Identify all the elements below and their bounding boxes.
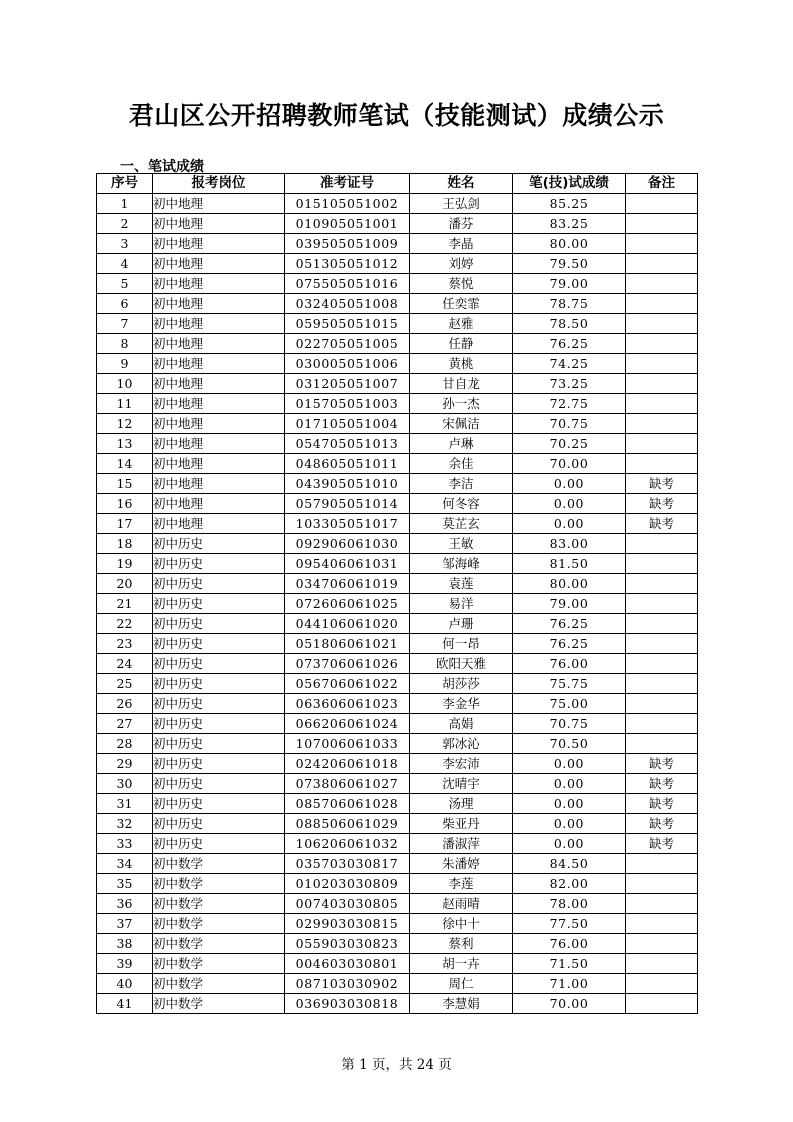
name-cell: 沈晴宇 <box>410 774 513 794</box>
score-cell: 76.25 <box>513 614 626 634</box>
position-cell: 初中地理 <box>153 494 285 514</box>
table-row <box>97 854 698 874</box>
row-number: 27 <box>97 714 153 734</box>
position-cell: 初中地理 <box>153 314 285 334</box>
note-cell <box>626 894 698 914</box>
name-cell: 李洁 <box>410 474 513 494</box>
row-number: 30 <box>97 774 153 794</box>
header-score: 笔(技)试成绩 <box>513 174 626 194</box>
score-cell: 0.00 <box>513 494 626 514</box>
position-cell: 初中数学 <box>153 954 285 974</box>
score-cell: 75.75 <box>513 674 626 694</box>
row-number: 34 <box>97 854 153 874</box>
table-row <box>97 334 698 354</box>
position-cell: 初中数学 <box>153 974 285 994</box>
position-cell: 初中历史 <box>153 794 285 814</box>
note-cell <box>626 314 698 334</box>
score-cell: 78.50 <box>513 314 626 334</box>
exam-id-cell: 048605051011 <box>285 454 410 474</box>
note-cell: 缺考 <box>626 754 698 774</box>
position-cell: 初中数学 <box>153 994 285 1014</box>
exam-id-cell: 044106061020 <box>285 614 410 634</box>
row-number: 21 <box>97 594 153 614</box>
exam-id-cell: 039505051009 <box>285 234 410 254</box>
row-number: 20 <box>97 574 153 594</box>
exam-id-cell: 015105051002 <box>285 194 410 214</box>
table-row <box>97 994 698 1014</box>
row-number: 39 <box>97 954 153 974</box>
position-cell: 初中历史 <box>153 554 285 574</box>
row-number: 15 <box>97 474 153 494</box>
name-cell: 黄桃 <box>410 354 513 374</box>
score-cell: 81.50 <box>513 554 626 574</box>
table-row <box>97 634 698 654</box>
note-cell: 缺考 <box>626 814 698 834</box>
score-cell: 80.00 <box>513 234 626 254</box>
score-cell: 85.25 <box>513 194 626 214</box>
table-row <box>97 434 698 454</box>
exam-id-cell: 022705051005 <box>285 334 410 354</box>
exam-id-cell: 057905051014 <box>285 494 410 514</box>
table-row <box>97 694 698 714</box>
name-cell: 胡莎莎 <box>410 674 513 694</box>
exam-id-cell: 024206061018 <box>285 754 410 774</box>
exam-id-cell: 075505051016 <box>285 274 410 294</box>
score-cell: 73.25 <box>513 374 626 394</box>
name-cell: 李慧娟 <box>410 994 513 1014</box>
note-cell <box>626 254 698 274</box>
table-row <box>97 794 698 814</box>
position-cell: 初中历史 <box>153 694 285 714</box>
table-row <box>97 414 698 434</box>
score-cell: 76.00 <box>513 934 626 954</box>
note-cell: 缺考 <box>626 494 698 514</box>
note-cell <box>626 574 698 594</box>
name-cell: 余佳 <box>410 454 513 474</box>
section-heading: 一、笔试成绩 <box>120 159 204 175</box>
note-cell <box>626 414 698 434</box>
name-cell: 何一昂 <box>410 634 513 654</box>
name-cell: 胡一卉 <box>410 954 513 974</box>
score-cell: 84.50 <box>513 854 626 874</box>
score-cell: 70.50 <box>513 734 626 754</box>
position-cell: 初中地理 <box>153 474 285 494</box>
row-number: 24 <box>97 654 153 674</box>
name-cell: 高娟 <box>410 714 513 734</box>
name-cell: 蔡悦 <box>410 274 513 294</box>
position-cell: 初中历史 <box>153 634 285 654</box>
name-cell: 李莲 <box>410 874 513 894</box>
score-cell: 0.00 <box>513 774 626 794</box>
exam-id-cell: 087103030902 <box>285 974 410 994</box>
score-cell: 79.50 <box>513 254 626 274</box>
table-body <box>97 194 698 1014</box>
position-cell: 初中历史 <box>153 774 285 794</box>
row-number: 14 <box>97 454 153 474</box>
table-row <box>97 374 698 394</box>
row-number: 13 <box>97 434 153 454</box>
table-row <box>97 954 698 974</box>
exam-id-cell: 073806061027 <box>285 774 410 794</box>
exam-id-cell: 072606061025 <box>285 594 410 614</box>
note-cell <box>626 914 698 934</box>
exam-id-cell: 051305051012 <box>285 254 410 274</box>
note-cell <box>626 874 698 894</box>
note-cell: 缺考 <box>626 774 698 794</box>
score-cell: 0.00 <box>513 514 626 534</box>
score-cell: 0.00 <box>513 814 626 834</box>
note-cell <box>626 634 698 654</box>
table-row <box>97 454 698 474</box>
position-cell: 初中地理 <box>153 454 285 474</box>
position-cell: 初中数学 <box>153 874 285 894</box>
position-cell: 初中历史 <box>153 734 285 754</box>
exam-id-cell: 106206061032 <box>285 834 410 854</box>
row-number: 11 <box>97 394 153 414</box>
header-note: 备注 <box>626 174 698 194</box>
name-cell: 袁莲 <box>410 574 513 594</box>
exam-id-cell: 055903030823 <box>285 934 410 954</box>
row-number: 18 <box>97 534 153 554</box>
exam-id-cell: 051806061021 <box>285 634 410 654</box>
position-cell: 初中地理 <box>153 234 285 254</box>
row-number: 28 <box>97 734 153 754</box>
table-row <box>97 294 698 314</box>
note-cell <box>626 434 698 454</box>
row-number: 37 <box>97 914 153 934</box>
score-cell: 70.25 <box>513 434 626 454</box>
position-cell: 初中地理 <box>153 194 285 214</box>
table-row <box>97 314 698 334</box>
row-number: 29 <box>97 754 153 774</box>
score-cell: 78.75 <box>513 294 626 314</box>
name-cell: 甘自龙 <box>410 374 513 394</box>
note-cell <box>626 654 698 674</box>
row-number: 22 <box>97 614 153 634</box>
note-cell <box>626 614 698 634</box>
note-cell: 缺考 <box>626 514 698 534</box>
scores-table <box>96 173 698 1014</box>
exam-id-cell: 088506061029 <box>285 814 410 834</box>
position-cell: 初中地理 <box>153 214 285 234</box>
table-row <box>97 734 698 754</box>
score-cell: 82.00 <box>513 874 626 894</box>
row-number: 40 <box>97 974 153 994</box>
note-cell <box>626 454 698 474</box>
note-cell: 缺考 <box>626 834 698 854</box>
position-cell: 初中历史 <box>153 754 285 774</box>
name-cell: 李金华 <box>410 694 513 714</box>
name-cell: 任奕霏 <box>410 294 513 314</box>
score-cell: 77.50 <box>513 914 626 934</box>
exam-id-cell: 029903030815 <box>285 914 410 934</box>
note-cell: 缺考 <box>626 474 698 494</box>
row-number: 16 <box>97 494 153 514</box>
position-cell: 初中地理 <box>153 394 285 414</box>
table-row <box>97 874 698 894</box>
name-cell: 王敏 <box>410 534 513 554</box>
exam-id-cell: 066206061024 <box>285 714 410 734</box>
position-cell: 初中数学 <box>153 854 285 874</box>
name-cell: 周仁 <box>410 974 513 994</box>
name-cell: 汤理 <box>410 794 513 814</box>
exam-id-cell: 073706061026 <box>285 654 410 674</box>
name-cell: 卢珊 <box>410 614 513 634</box>
position-cell: 初中数学 <box>153 934 285 954</box>
exam-id-cell: 092906061030 <box>285 534 410 554</box>
score-cell: 83.00 <box>513 534 626 554</box>
note-cell <box>626 194 698 214</box>
table-row <box>97 834 698 854</box>
row-number: 31 <box>97 794 153 814</box>
row-number: 17 <box>97 514 153 534</box>
table-row <box>97 654 698 674</box>
score-cell: 0.00 <box>513 474 626 494</box>
table-row <box>97 814 698 834</box>
position-cell: 初中地理 <box>153 354 285 374</box>
row-number: 12 <box>97 414 153 434</box>
score-cell: 70.00 <box>513 454 626 474</box>
table-row <box>97 514 698 534</box>
position-cell: 初中地理 <box>153 294 285 314</box>
name-cell: 赵雨晴 <box>410 894 513 914</box>
name-cell: 卢琳 <box>410 434 513 454</box>
position-cell: 初中地理 <box>153 434 285 454</box>
header-name: 姓名 <box>410 174 513 194</box>
score-cell: 70.00 <box>513 994 626 1014</box>
row-number: 32 <box>97 814 153 834</box>
exam-id-cell: 004603030801 <box>285 954 410 974</box>
table-row <box>97 494 698 514</box>
note-cell <box>626 954 698 974</box>
note-cell <box>626 974 698 994</box>
score-cell: 0.00 <box>513 754 626 774</box>
name-cell: 欧阳天雅 <box>410 654 513 674</box>
note-cell <box>626 854 698 874</box>
table-row <box>97 354 698 374</box>
table-row <box>97 914 698 934</box>
exam-id-cell: 035703030817 <box>285 854 410 874</box>
position-cell: 初中地理 <box>153 274 285 294</box>
table-row <box>97 214 698 234</box>
row-number: 6 <box>97 294 153 314</box>
name-cell: 宋佩洁 <box>410 414 513 434</box>
header-exam-id: 准考证号 <box>285 174 410 194</box>
name-cell: 邹海峰 <box>410 554 513 574</box>
exam-id-cell: 107006061033 <box>285 734 410 754</box>
name-cell: 柴亚丹 <box>410 814 513 834</box>
position-cell: 初中地理 <box>153 254 285 274</box>
table-row <box>97 194 698 214</box>
row-number: 38 <box>97 934 153 954</box>
note-cell: 缺考 <box>626 794 698 814</box>
row-number: 3 <box>97 234 153 254</box>
position-cell: 初中历史 <box>153 614 285 634</box>
exam-id-cell: 103305051017 <box>285 514 410 534</box>
score-cell: 79.00 <box>513 274 626 294</box>
table-row <box>97 614 698 634</box>
score-cell: 75.00 <box>513 694 626 714</box>
table-row <box>97 894 698 914</box>
row-number: 7 <box>97 314 153 334</box>
note-cell <box>626 934 698 954</box>
note-cell <box>626 294 698 314</box>
exam-id-cell: 034706061019 <box>285 574 410 594</box>
position-cell: 初中历史 <box>153 674 285 694</box>
table-row <box>97 594 698 614</box>
row-number: 26 <box>97 694 153 714</box>
table-row <box>97 714 698 734</box>
name-cell: 刘婷 <box>410 254 513 274</box>
header-no: 序号 <box>97 174 153 194</box>
row-number: 23 <box>97 634 153 654</box>
table-row <box>97 674 698 694</box>
score-cell: 83.25 <box>513 214 626 234</box>
table-row <box>97 474 698 494</box>
score-cell: 74.25 <box>513 354 626 374</box>
exam-id-cell: 017105051004 <box>285 414 410 434</box>
page-footer: 第 1 页，共 24 页 <box>341 1057 452 1073</box>
note-cell <box>626 354 698 374</box>
exam-id-cell: 085706061028 <box>285 794 410 814</box>
note-cell <box>626 374 698 394</box>
score-cell: 70.75 <box>513 414 626 434</box>
table-row <box>97 774 698 794</box>
position-cell: 初中历史 <box>153 574 285 594</box>
exam-id-cell: 043905051010 <box>285 474 410 494</box>
score-cell: 72.75 <box>513 394 626 414</box>
name-cell: 任静 <box>410 334 513 354</box>
exam-id-cell: 036903030818 <box>285 994 410 1014</box>
name-cell: 朱潘婷 <box>410 854 513 874</box>
row-number: 1 <box>97 194 153 214</box>
score-cell: 79.00 <box>513 594 626 614</box>
name-cell: 何冬容 <box>410 494 513 514</box>
table-row <box>97 394 698 414</box>
exam-id-cell: 059505051015 <box>285 314 410 334</box>
note-cell <box>626 334 698 354</box>
table-row <box>97 274 698 294</box>
position-cell: 初中地理 <box>153 374 285 394</box>
exam-id-cell: 007403030805 <box>285 894 410 914</box>
exam-id-cell: 054705051013 <box>285 434 410 454</box>
score-cell: 71.50 <box>513 954 626 974</box>
note-cell <box>626 714 698 734</box>
row-number: 4 <box>97 254 153 274</box>
position-cell: 初中数学 <box>153 914 285 934</box>
table-row <box>97 254 698 274</box>
position-cell: 初中地理 <box>153 414 285 434</box>
row-number: 19 <box>97 554 153 574</box>
name-cell: 李宏沛 <box>410 754 513 774</box>
table-row <box>97 974 698 994</box>
row-number: 10 <box>97 374 153 394</box>
table-row <box>97 534 698 554</box>
name-cell: 李晶 <box>410 234 513 254</box>
score-cell: 76.25 <box>513 634 626 654</box>
note-cell <box>626 554 698 574</box>
row-number: 5 <box>97 274 153 294</box>
row-number: 2 <box>97 214 153 234</box>
table-row <box>97 234 698 254</box>
exam-id-cell: 095406061031 <box>285 554 410 574</box>
row-number: 8 <box>97 334 153 354</box>
note-cell <box>626 214 698 234</box>
row-number: 35 <box>97 874 153 894</box>
row-number: 36 <box>97 894 153 914</box>
name-cell: 蔡利 <box>410 934 513 954</box>
score-cell: 76.25 <box>513 334 626 354</box>
row-number: 33 <box>97 834 153 854</box>
position-cell: 初中地理 <box>153 334 285 354</box>
exam-id-cell: 015705051003 <box>285 394 410 414</box>
note-cell <box>626 694 698 714</box>
position-cell: 初中数学 <box>153 894 285 914</box>
position-cell: 初中历史 <box>153 654 285 674</box>
note-cell <box>626 594 698 614</box>
position-cell: 初中地理 <box>153 514 285 534</box>
score-cell: 71.00 <box>513 974 626 994</box>
note-cell <box>626 534 698 554</box>
name-cell: 莫芷玄 <box>410 514 513 534</box>
position-cell: 初中历史 <box>153 594 285 614</box>
note-cell <box>626 734 698 754</box>
exam-id-cell: 056706061022 <box>285 674 410 694</box>
row-number: 9 <box>97 354 153 374</box>
header-position: 报考岗位 <box>153 174 285 194</box>
name-cell: 潘淑萍 <box>410 834 513 854</box>
position-cell: 初中历史 <box>153 834 285 854</box>
score-cell: 70.75 <box>513 714 626 734</box>
note-cell <box>626 994 698 1014</box>
row-number: 25 <box>97 674 153 694</box>
note-cell <box>626 674 698 694</box>
note-cell <box>626 234 698 254</box>
note-cell <box>626 394 698 414</box>
name-cell: 潘芬 <box>410 214 513 234</box>
name-cell: 郭冰沁 <box>410 734 513 754</box>
exam-id-cell: 010203030809 <box>285 874 410 894</box>
row-number: 41 <box>97 994 153 1014</box>
score-cell: 0.00 <box>513 794 626 814</box>
name-cell: 赵雅 <box>410 314 513 334</box>
table-row <box>97 754 698 774</box>
score-cell: 80.00 <box>513 574 626 594</box>
exam-id-cell: 063606061023 <box>285 694 410 714</box>
name-cell: 孙一杰 <box>410 394 513 414</box>
table-row <box>97 574 698 594</box>
position-cell: 初中历史 <box>153 714 285 734</box>
exam-id-cell: 031205051007 <box>285 374 410 394</box>
name-cell: 徐中十 <box>410 914 513 934</box>
exam-id-cell: 032405051008 <box>285 294 410 314</box>
name-cell: 易洋 <box>410 594 513 614</box>
name-cell: 王弘剑 <box>410 194 513 214</box>
note-cell <box>626 274 698 294</box>
position-cell: 初中历史 <box>153 534 285 554</box>
table-header-row <box>97 174 698 194</box>
position-cell: 初中历史 <box>153 814 285 834</box>
exam-id-cell: 010905051001 <box>285 214 410 234</box>
score-cell: 78.00 <box>513 894 626 914</box>
exam-id-cell: 030005051006 <box>285 354 410 374</box>
table-row <box>97 934 698 954</box>
page-title: 君山区公开招聘教师笔试（技能测试）成绩公示 <box>128 101 665 130</box>
score-cell: 76.00 <box>513 654 626 674</box>
table-row <box>97 554 698 574</box>
score-cell: 0.00 <box>513 834 626 854</box>
